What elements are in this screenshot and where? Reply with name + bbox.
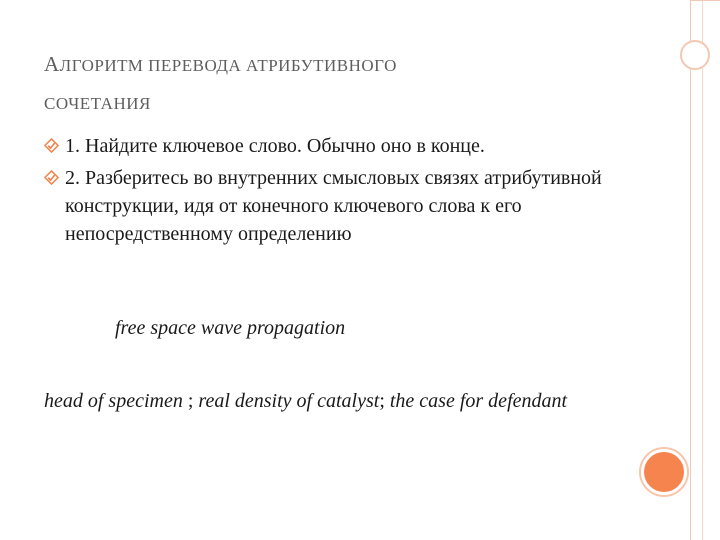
title-line1: ЛГОРИТМ ПЕРЕВОДА АТРИБУТИВНОГО [59, 56, 397, 75]
example-phrase: free space wave propagation [115, 317, 346, 339]
bullet-marker-icon [44, 138, 59, 153]
decorative-rule [690, 0, 691, 540]
examples-line [44, 387, 634, 416]
decorative-accent-circle [641, 449, 687, 495]
bullet-list [44, 132, 604, 252]
decorative-rule [702, 0, 703, 540]
title-line2: СОЧЕТАНИЯ [44, 94, 151, 113]
example-item: head of specimen [44, 390, 183, 412]
example-item: the case for defendant [389, 390, 568, 412]
slide-title [44, 45, 644, 123]
separator: ; [379, 390, 390, 412]
bullet-text: 2. Разберитесь во внутренних смысловых связях атрибутивной конструкции, идя от конечного ключевого слова к его непосредственному определению [65, 167, 602, 245]
decorative-rule [690, 0, 720, 1]
bullet-marker-icon [44, 170, 59, 185]
bullet-item [44, 132, 604, 160]
bullet-text: 1. Найдите ключевое слово. Обычно оно в конце. [65, 135, 485, 157]
separator: ; [182, 390, 199, 412]
bullet-item [44, 164, 604, 248]
example-item: real density of catalyst [198, 390, 380, 412]
title-initial: А [44, 52, 60, 76]
decorative-circle [680, 40, 710, 70]
